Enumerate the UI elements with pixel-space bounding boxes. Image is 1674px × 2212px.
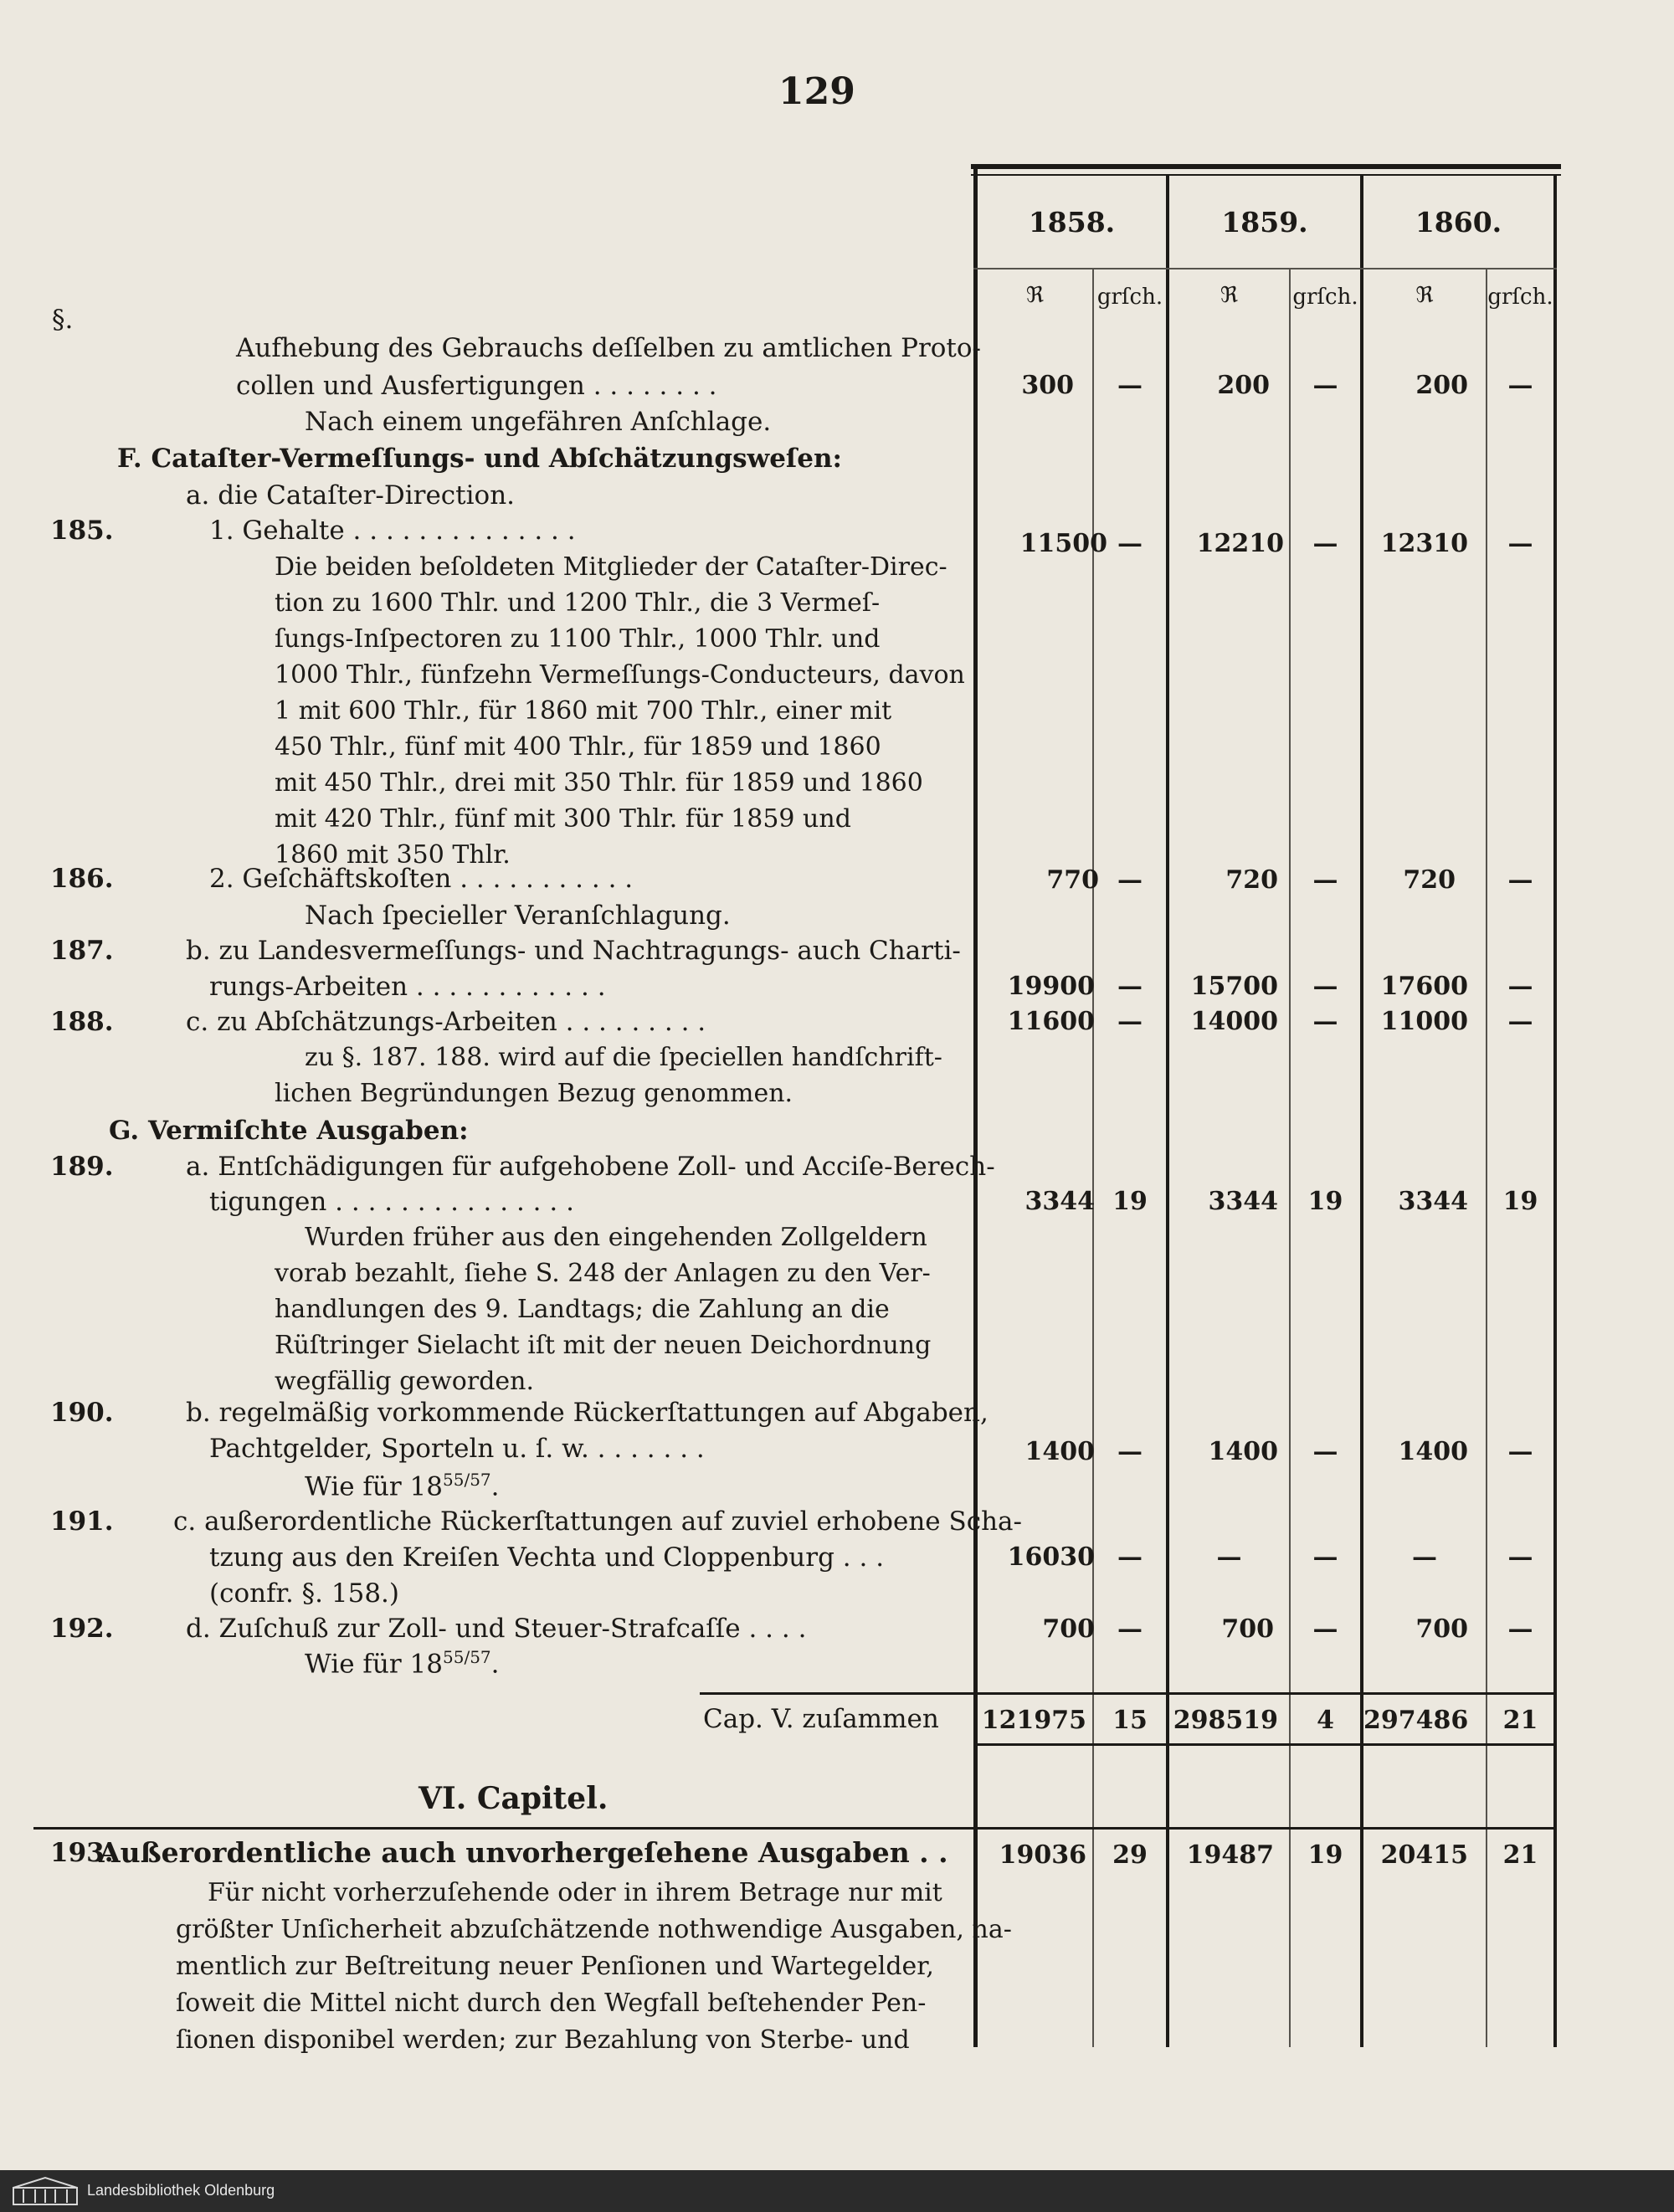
footer-library-name: Landesbibliothek Oldenburg [87,2182,275,2199]
paragraph-number: 185. [50,516,114,546]
dash-cell: — [1312,1614,1338,1644]
explanatory-note: tion zu 1600 Thlr. und 1200 Thlr., die 3 Vermeſ- [275,588,881,618]
dash-cell: — [1117,1614,1143,1644]
value-cell: 3344 [1208,1187,1278,1216]
groschen-cell: 29 [1112,1840,1148,1870]
explanatory-note: zu §. 187. 188. wird auf die ſpeciellen handſchrift- [305,1043,942,1072]
dash-cell: — [1117,865,1143,895]
value-cell: 19036 [999,1840,1086,1870]
dash-cell: — [1507,865,1533,895]
unit-groschen-1859: grſch. [1292,285,1358,310]
explanatory-note: ſungs-Inſpectoren zu 1100 Thlr., 1000 Thlr. und [275,624,881,654]
column-rule-1860 [1360,174,1363,2047]
value-cell: 12310 [1380,529,1468,558]
row-label: rungs-Arbeiten . . . . . . . . . . . . [209,972,606,1002]
dash-cell: — [1507,1614,1533,1644]
row-label: Pachtgelder, Sporteln u. ſ. w. . . . . . . . [209,1434,705,1464]
dash-cell: — [1507,371,1533,400]
subsection-heading: a. die Cataſter-Direction. [186,480,516,511]
unit-groschen-1858: grſch. [1096,285,1163,310]
explanatory-note: 1000 Thlr., fünfzehn Vermeſſungs-Conducteurs, davon [275,660,965,690]
row-note: (confr. §. 158.) [209,1578,400,1609]
dash-cell: — [1312,1007,1338,1036]
value-cell: 17600 [1380,972,1468,1001]
unit-rule [973,268,1557,269]
dash-cell: — [1507,529,1533,558]
paragraph-number: 188. [50,1007,114,1037]
dash-cell: — [1412,1542,1437,1572]
row-note [305,1470,500,1501]
total-groschen: 15 [1112,1706,1148,1735]
note-text: . [490,1649,500,1680]
unit-thaler-1860: ℜ [1415,283,1434,308]
value-cell: 200 [1217,371,1270,400]
groschen-cell: 19 [1307,1187,1343,1216]
dash-cell: — [1312,1437,1338,1466]
row-label: 2. Geſchäftskoſten . . . . . . . . . . . [209,864,634,894]
chapter-title: VI. Capitel. [418,1781,608,1816]
paragraph-number: 193. [50,1838,114,1868]
dash-cell: — [1117,529,1143,558]
explanatory-note: wegfällig geworden. [275,1367,535,1396]
dash-cell: — [1312,529,1338,558]
chapter-rule [33,1827,1557,1830]
table-top-rule-2 [971,174,1561,176]
row-label: tigungen . . . . . . . . . . . . . . . [209,1187,574,1217]
groschen-cell: 21 [1502,1840,1538,1870]
column-rule-1859 [1166,174,1169,2047]
note-fraction: 55/57 [443,1470,491,1490]
value-cell: 12210 [1196,529,1284,558]
page-number: 129 [778,70,855,113]
year-header-1859: 1859. [1221,206,1308,239]
row-label: d. Zuſchuß zur Zoll- und Steuer-Strafcaſſe . . . . [186,1614,807,1644]
value-cell: 11000 [1380,1007,1468,1036]
note-text: . [490,1471,500,1502]
row-label: b. zu Landesvermeſſungs- und Nachtragungs- auch Charti- [186,936,961,966]
section-g-heading: G. Vermiſchte Ausgaben: [109,1116,469,1146]
year-header-1858: 1858. [1028,206,1116,239]
value-cell: 700 [1042,1614,1095,1644]
section-marker: §. [52,305,74,335]
explanatory-note: größter Unſicherheit abzuſchätzende nothwendige Ausgaben, na- [176,1915,1012,1944]
explanatory-note: mit 420 Thlr., fünf mit 300 Thlr. für 1859 und [275,804,851,834]
dash-cell: — [1507,972,1533,1001]
value-cell: 770 [1046,865,1099,895]
total-value: 121975 [981,1706,1086,1735]
explanatory-note: lichen Begründungen Bezug genommen. [275,1079,793,1108]
row-label: collen und Ausfertigungen . . . . . . . . [236,371,717,401]
dash-cell: — [1312,972,1338,1001]
column-rule-right [1553,174,1557,2047]
value-cell: 700 [1415,1614,1468,1644]
value-cell: 1400 [1398,1437,1468,1466]
dash-cell: — [1312,865,1338,895]
paragraph-number: 187. [50,936,114,966]
explanatory-note: Wurden früher aus den eingehenden Zollgeldern [305,1223,927,1252]
value-cell: 200 [1415,371,1468,400]
library-building-icon [12,2176,79,2206]
total-groschen: 4 [1317,1706,1334,1735]
row-label: c. außerordentliche Rückerſtattungen auf zuviel erhobene Scha- [173,1506,1023,1537]
value-cell: 3344 [1024,1187,1095,1216]
paragraph-number: 191. [50,1506,114,1537]
column-rule-1858 [973,164,978,2047]
section-f-heading: F. Cataſter-Vermeſſungs- und Abſchätzungsweſen: [117,444,842,474]
dash-cell: — [1312,1542,1338,1572]
value-cell: 19900 [1007,972,1095,1001]
total-bottom-rule [973,1743,1557,1746]
total-value: 298519 [1173,1706,1278,1735]
total-value: 297486 [1363,1706,1469,1735]
value-cell: 300 [1021,371,1074,400]
dash-cell: — [1312,371,1338,400]
value-cell: 720 [1225,865,1278,895]
year-header-1860: 1860. [1415,206,1502,239]
explanatory-note: Die beiden beſoldeten Mitglieder der Cataſter-Direc- [275,552,947,582]
value-cell: 19487 [1186,1840,1274,1870]
row-label: Aufhebung des Gebrauchs deſſelben zu amtlichen Proto- [236,333,982,363]
explanatory-note: Für nicht vorherzuſehende oder in ihrem Betrage nur mit [208,1878,942,1907]
explanatory-note: ſoweit die Mittel nicht durch den Wegfall beſtehender Pen- [176,1989,927,2018]
dash-cell: — [1507,1007,1533,1036]
table-top-rule [971,164,1561,169]
explanatory-note: 1 mit 600 Thlr., für 1860 mit 700 Thlr., einer mit [275,696,892,726]
row-label: b. regelmäßig vorkommende Rückerſtattungen auf Abgaben, [186,1398,988,1428]
dash-cell: — [1507,1542,1533,1572]
explanatory-note: 450 Thlr., fünf mit 400 Thlr., für 1859 und 1860 [275,732,881,762]
value-cell: 1400 [1208,1437,1278,1466]
value-cell: 16030 [1007,1542,1095,1572]
paragraph-number: 189. [50,1152,114,1182]
total-label: Cap. V. zuſammen [703,1704,939,1734]
row-label: c. zu Abſchätzungs-Arbeiten . . . . . . . . . [186,1007,706,1037]
groschen-cell: 19 [1307,1840,1343,1870]
dash-cell: — [1507,1437,1533,1466]
paragraph-number: 190. [50,1398,114,1428]
explanatory-note: 1860 mit 350 Thlr. [275,840,511,870]
explanatory-note: ſionen disponibel werden; zur Bezahlung von Sterbe- und [176,2025,910,2055]
value-cell: 20415 [1380,1840,1468,1870]
row-label: tzung aus den Kreiſen Vechta und Cloppenburg . . . [209,1542,885,1573]
row-label: a. Entſchädigungen für aufgehobene Zoll- und Acciſe-Berech- [186,1152,995,1182]
groschen-cell: 19 [1112,1187,1148,1216]
note-text: Wie für 18 [305,1649,443,1680]
total-rule [700,1692,1557,1695]
row-note [305,1647,500,1679]
value-cell: 3344 [1398,1187,1468,1216]
dash-cell: — [1117,1437,1143,1466]
value-cell: 700 [1221,1614,1274,1644]
groschen-cell: 19 [1502,1187,1538,1216]
note-fraction: 55/57 [443,1647,491,1667]
dash-cell: — [1117,1542,1143,1572]
explanatory-note: handlungen des 9. Landtags; die Zahlung an die [275,1295,890,1324]
unit-groschen-1860: grſch. [1487,285,1553,310]
value-cell: 1400 [1024,1437,1095,1466]
value-cell: 11500 [1019,529,1107,558]
paragraph-number: 186. [50,864,114,894]
value-cell: 11600 [1007,1007,1095,1036]
note-text: Wie für 18 [305,1471,443,1502]
dash-cell: — [1117,371,1143,400]
row-label: 1. Gehalte . . . . . . . . . . . . . . [209,516,576,546]
total-groschen: 21 [1502,1706,1538,1735]
value-cell: 720 [1403,865,1456,895]
explanatory-note: Rüſtringer Sielacht iſt mit der neuen Deichordnung [275,1331,932,1360]
row-note: Nach ſpecieller Veranſchlagung. [305,901,731,931]
dash-cell: — [1216,1542,1242,1572]
explanatory-note: mentlich zur Beſtreitung neuer Penſionen und Wartegelder, [176,1952,934,1981]
dash-cell: — [1117,1007,1143,1036]
value-cell: 14000 [1190,1007,1278,1036]
explanatory-note: vorab bezahlt, ſiehe S. 248 der Anlagen zu den Ver- [275,1259,931,1288]
dash-cell: — [1117,972,1143,1001]
explanatory-note: mit 450 Thlr., drei mit 350 Thlr. für 1859 und 1860 [275,768,923,798]
chapter-item-heading: Außerordentliche auch unvorhergeſehene Ausgaben . . [99,1836,948,1869]
value-cell: 15700 [1190,972,1278,1001]
unit-thaler-1859: ℜ [1220,283,1239,308]
unit-thaler-1858: ℜ [1025,283,1045,308]
row-note: Nach einem ungefähren Anſchlage. [305,407,772,437]
paragraph-number: 192. [50,1614,114,1644]
